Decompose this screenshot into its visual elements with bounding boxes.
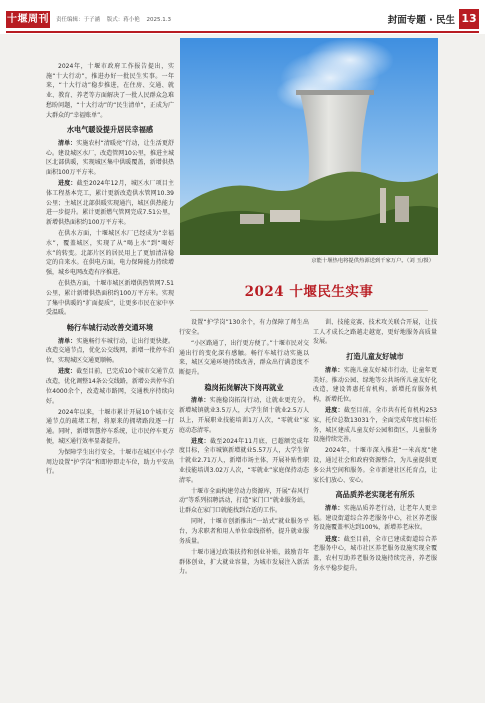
intro-paragraph: 2024年，十堰市政府工作报告提出，实施“十大行动”，推进办好一批民生实事。一年来，“十大行动”稳步推进，在住房、交通、就业、教育、养老等方面解决了一批人民群众急难愁盼问题，“十大行动”的“民生清单”，正成为广大群众的“幸福账单”。 xyxy=(46,63,174,119)
paragraph-text: 截至2024年12月，城区水厂项目主体工程基本完工，累计更新改造供水管网10.39公里；主城区北部供暖实现通汽，城区供热能力进一步提升。累计更新燃气管网完成7.51公里，新增供热面积约100万平方米。 xyxy=(46,180,174,227)
title-rule xyxy=(190,310,428,311)
paragraph: 在供热方面，十堰市城区新增供热管网7.51公里，累计新增供热面积约100万平方米。实现了集中供暖的“扩面提质”，让更多市民在家中享受温暖。 xyxy=(46,280,174,317)
paragraph: 训、技能竞赛、技术攻关联合开展，让技工人才成长之路越走越宽，更好地服务高质量发展。 xyxy=(313,319,437,346)
power-plant-photo xyxy=(180,38,438,256)
lead-label: 清单： xyxy=(58,139,77,147)
paragraph: 十堰市全面构建劳动力资源库，开展“春风行动”等系列招聘活动，打造“家门口”就业服务站，让群众在家门口就能找到合适的工作。 xyxy=(179,487,309,515)
lead-label: 进度： xyxy=(325,535,344,543)
paragraph: 2024年以来，十堰市累计开展10个城市交通节点的疏堵工程，将原来的拥堵路段逐一打通。同时，新增智慧停车系统，让市民停车更方便，城区通行效率显著提升。 xyxy=(46,408,174,445)
paragraph: 为保障学生出行安全，十堰市在城区中小学周边设置“护学岗”和即停即走车位，助力平安出行。 xyxy=(46,449,174,476)
issue-date: 2025.1.3 xyxy=(146,17,172,23)
paragraph xyxy=(46,367,174,406)
subheading-children: 打造儿童友好城市 xyxy=(346,352,404,362)
lead-label: 进度： xyxy=(325,407,344,415)
paragraph-text: 截至2024年11月底，已超额完成年度目标，全市城镇新增就业5.57万人，大学生留十就业2.71万人，新增市场主体，开展补贴性职业技能培训3.02万人次，“零就业”家庭保持动态清零。 xyxy=(179,437,309,484)
page-number: 13 xyxy=(459,9,479,29)
paragraph-text: 实施稳岗拓岗行动，让就业更充分。新增城镇就业3.5万人，大学生留十就业2.5万人以上，开展职业技能培训1万人次，“零就业”家庭动态清零。 xyxy=(179,397,309,434)
lead-label: 清单： xyxy=(325,504,344,512)
paragraph xyxy=(46,139,174,178)
paragraph-text: 实施儿童友好城市行动，让童年更美好。推动公园、绿地等公共场所儿童友好化改造，建设普惠托育机构，新增托育服务机构，新增托位。 xyxy=(313,366,437,403)
paragraph: “小区路通了，出行更方便了。”十堰市民对交通出行的变化深有感触。畅行车城行动实施以来，城区交通环境持续改善，群众出行满意度不断提升。 xyxy=(179,339,309,377)
paragraph xyxy=(313,366,437,405)
paragraph: 在供水方面，十堰城区水厂已经成为“幸福水”，覆盖城区，实现了从“喝上水”到“喝好水”的转变。北部片区的居民用上了更加清洁稳定的自来水。在供电方面，电力保障能力持续增强，城乡电网改造有序推进。 xyxy=(46,230,174,277)
editor-credit: 责任编辑：于子涵 xyxy=(56,17,101,23)
subheading-utilities: 水电气暖设提升居民幸福感 xyxy=(66,125,154,135)
header-credits xyxy=(56,15,176,23)
header-rule xyxy=(6,31,479,33)
designer-credit: 版式：蒋小艳 xyxy=(106,17,140,23)
subheading-elderly: 高品质养老实现老有所乐 xyxy=(335,490,415,500)
paragraph-text: 实施畅行车城行动，让出行更快捷。改造交通节点，优化公交线网，新增一批停车泊位，实现城区交通更顺畅。 xyxy=(46,337,174,365)
paragraph xyxy=(46,179,174,228)
article-title: 2024 十堰民生实事 xyxy=(244,284,374,300)
paragraph-text: 截至目前，全市已建成街道综合养老服务中心，城市社区养老服务设施实现全覆盖，农村互助养老服务设施持续完善，养老服务水平稳步提升。 xyxy=(313,535,437,572)
masthead-logo: 十堰周刊 xyxy=(6,11,50,28)
column-1 xyxy=(46,62,174,698)
paragraph: 同时，十堰市创新推出“一站式”就业服务平台，为求职者和用人单位牵线搭桥，提升就业服务质量。 xyxy=(179,518,309,545)
paragraph: 2024年，十堰市深入推进“一米高度”建设，通过社会和政府资源整合，为儿童提供更多公共空间和服务。全市新建社区托育点，让家长们放心、安心。 xyxy=(313,447,437,484)
cooling-tower-illustration xyxy=(180,38,438,256)
paragraph xyxy=(313,504,437,533)
paragraph xyxy=(313,406,437,445)
lead-label: 清单： xyxy=(58,337,77,345)
paragraph xyxy=(179,437,309,486)
paragraph-text: 实施农村“清暖亮”行动，让生活更舒心。建设城区水厂，改造管网10公里，推进主城区北部供暖，实现城区集中供暖覆盖，新增供热面积100万平方米。 xyxy=(46,139,174,177)
paragraph-text: 实施品质养老行动，让老年人更幸福。建设街道综合养老服务中心，社区养老服务设施覆盖率达到100%，新增养老床位。 xyxy=(313,504,437,532)
paragraph xyxy=(179,396,309,435)
lead-label: 进度： xyxy=(58,180,77,188)
lead-label: 进度： xyxy=(191,437,210,445)
column-2 xyxy=(179,318,309,698)
column-3 xyxy=(313,318,437,698)
photo-caption: 京能十堰热电将提供热源送到千家万户。（刘 玉/摄） xyxy=(180,255,438,267)
lead-label: 清单： xyxy=(325,366,344,374)
subheading-employment: 稳岗拓岗解决下岗再就业 xyxy=(204,382,284,392)
paragraph: 十堰市通过政策扶持和创业补贴，鼓励青年群体创业，扩大就业容量，为城市发展注入新活力。 xyxy=(179,548,309,576)
paragraph-text: 截至目前，全市共有托育机构253家，托位总数13031个，全面完成年度目标任务，城区建成儿童友好公园和街区，儿童服务设施持续完善。 xyxy=(313,407,437,444)
paragraph-text: 截至目前，已完成10个城市交通节点改造，优化调整14条公交线路，新增公共停车泊位4000余个，改造城市路网，交通秩序持续向好。 xyxy=(46,368,174,405)
lead-label: 清单： xyxy=(191,397,210,405)
paragraph xyxy=(46,337,174,366)
paragraph xyxy=(313,535,437,574)
paragraph: 设置“护学岗”130余个，有力保障了师生出行安全。 xyxy=(179,319,309,336)
subheading-traffic: 畅行车城行动改善交通环境 xyxy=(66,323,154,333)
section-name: 封面专题 · 民生 xyxy=(387,15,455,26)
lead-label: 进度： xyxy=(58,368,77,376)
page-header xyxy=(0,0,485,34)
